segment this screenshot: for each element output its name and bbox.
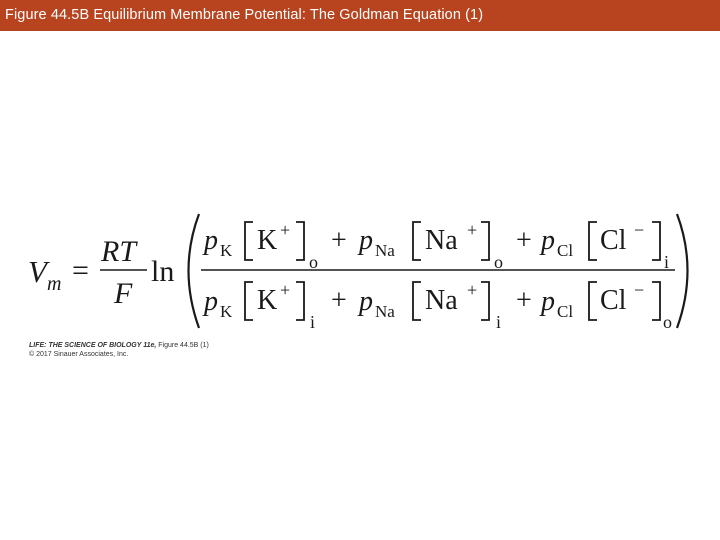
- bracket-right: [296, 282, 304, 320]
- equals-sign: =: [72, 254, 89, 287]
- perm-k-symbol: p: [204, 225, 218, 256]
- bracket-right: [481, 282, 489, 320]
- perm-na-sub: Na: [375, 241, 395, 260]
- numerator: [202, 220, 669, 272]
- perm-cl-symbol: p: [541, 286, 555, 317]
- cl-charge: −: [634, 280, 645, 300]
- bracket-left: [245, 282, 253, 320]
- bracket-left: [245, 222, 253, 260]
- na-charge: +: [467, 280, 478, 300]
- ln-label: ln: [151, 255, 175, 288]
- na-sub-out: o: [494, 252, 503, 272]
- perm-na-symbol: p: [359, 225, 373, 256]
- cl-ion: Cl: [600, 285, 627, 316]
- plus-op: +: [516, 285, 532, 316]
- plus-op: +: [331, 285, 347, 316]
- left-paren: [189, 214, 200, 328]
- na-charge: +: [467, 220, 478, 240]
- perm-cl-sub: Cl: [557, 302, 574, 321]
- credit-figure-ref: Figure 44.5B (1): [156, 342, 209, 349]
- plus-op: +: [516, 225, 532, 256]
- credit-book-title: LIFE: THE SCIENCE OF BIOLOGY 11e,: [29, 342, 157, 349]
- k-sub-in: i: [310, 312, 316, 332]
- cl-sub-out: o: [663, 312, 672, 332]
- perm-k-sub: K: [220, 241, 233, 260]
- perm-cl-sub: Cl: [557, 241, 574, 260]
- credit-line-2: © 2017 Sinauer Associates, Inc.: [29, 351, 129, 358]
- perm-cl-symbol: p: [541, 225, 555, 256]
- bracket-right: [652, 222, 660, 260]
- perm-na-symbol: p: [359, 286, 373, 317]
- na-sub-in: i: [496, 312, 502, 332]
- perm-k-sub: K: [220, 302, 233, 321]
- bracket-left: [413, 222, 421, 260]
- right-paren: [677, 214, 688, 328]
- lhs-var: V: [28, 254, 47, 289]
- perm-na-sub: Na: [375, 302, 395, 321]
- denominator: [202, 280, 672, 332]
- f-denominator: F: [114, 277, 133, 310]
- k-ion: K: [257, 225, 278, 256]
- k-sub-out: o: [309, 252, 318, 272]
- cl-charge: −: [634, 220, 645, 240]
- bracket-right: [481, 222, 489, 260]
- lhs-sub: m: [47, 273, 62, 295]
- figure-credit: [29, 341, 209, 359]
- bracket-right: [652, 282, 660, 320]
- k-charge: +: [280, 280, 291, 300]
- plus-op: +: [331, 225, 347, 256]
- bracket-right: [296, 222, 304, 260]
- credit-line-1: [29, 341, 209, 350]
- na-ion: Na: [425, 225, 458, 256]
- cl-ion: Cl: [600, 225, 627, 256]
- cl-sub-in: i: [664, 252, 670, 272]
- bracket-left: [413, 282, 421, 320]
- na-ion: Na: [425, 285, 458, 316]
- bracket-left: [589, 282, 597, 320]
- slide-title: Figure 44.5B Equilibrium Membrane Potential: The Goldman Equation (1): [5, 7, 484, 23]
- perm-k-symbol: p: [204, 286, 218, 317]
- k-ion: K: [257, 285, 278, 316]
- rt-numerator: RT: [101, 235, 137, 268]
- bracket-left: [589, 222, 597, 260]
- k-charge: +: [280, 220, 291, 240]
